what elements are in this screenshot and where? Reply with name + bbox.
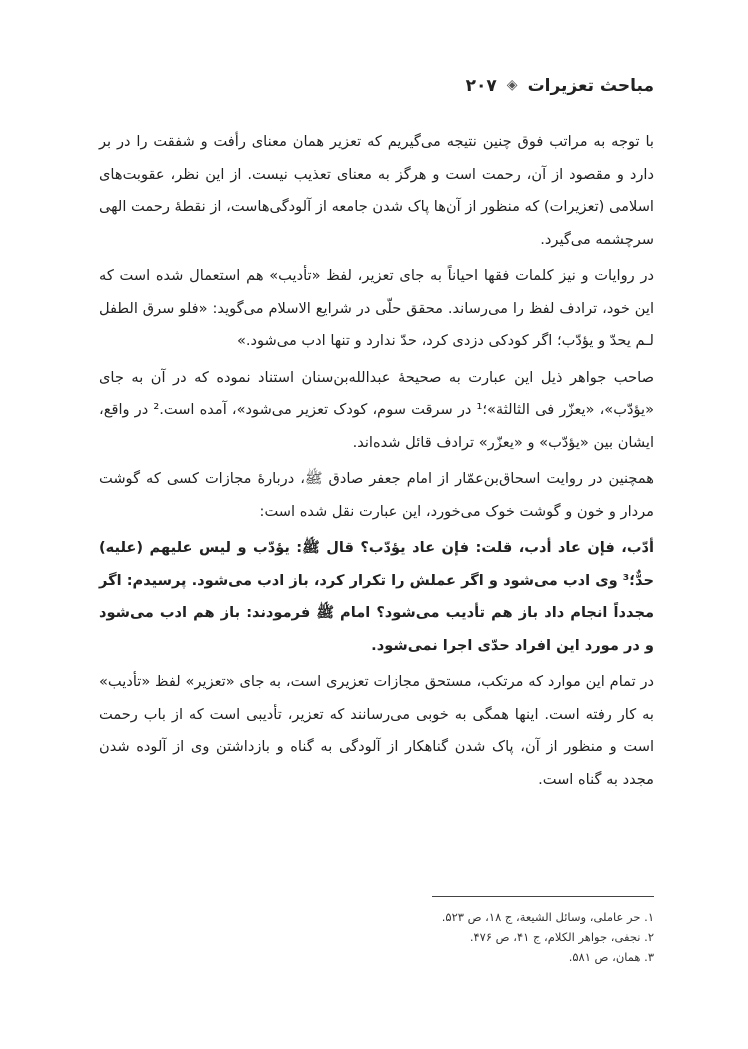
footnotes [94, 907, 654, 967]
running-header [94, 76, 654, 96]
footnote-1: ۱. حر عاملی، وسائل الشیعة، ج ۱۸، ص ۵۲۳. [441, 910, 654, 924]
footnote-divider [432, 896, 654, 897]
paragraph-2: در روایات و نیز کلمات فقها احیاناً به جای تعزیر، لفظ «تأدیب» هم استعمال شده است که این خود، ترادف لفظ را می‌رساند. محقق حلّی در شرایع الاسلام می‌گوید: «فلو سرق الطفل لـم یحدّ و یؤدّب؛ اگر کودکی دزدی کرد، حدّ ندارد و تنها ادب می‌شود.» [99, 267, 654, 349]
closing-paragraph: در تمام این موارد که مرتکب، مستحق مجازات تعزیری است، به جای «تعزیر» لفظ «تأدیب» به کار رفته است. اینها همگی به خوبی می‌رسانند که تعزیر، تأدیبی است که از باب رحمت است و منظور از آن، پاک شدن گناهکار از آلودگی به گناه و بازداشتن وی از آلوده شدن مجدد به گناه است. [99, 673, 654, 788]
main-text [99, 126, 654, 796]
hadith-quote: أدّب، فإن عاد أدب، قلت: فإن عاد یؤدّب؟ قال ﷺ: یؤدّب و لیس علیهم (علیه) حدٌّ؛³ وی ادب می‌شود و اگر عملش را تکرار کرد، باز ادب می‌شود. پرسیدم: اگر مجدداً انجام داد باز هم تأدیب می‌شود؟ امام ﷺ فرمودند: باز هم ادب می‌شود و در مورد این افراد حدّی اجرا نمی‌شود. [99, 539, 654, 654]
page-number: ۲۰۷ [465, 76, 497, 96]
chapter-title: مباحث تعزیرات [527, 76, 654, 96]
footnote-2: ۲. نجفی، جواهر الکلام، ج ۴۱، ص ۴۷۶. [469, 930, 654, 944]
paragraph-3: صاحب جواهر ذیل این عبارت به صحیحهٔ عبدالله‌بن‌سنان استناد نموده که در آن به جای «یؤدّب»، «یعزّر فی الثالثة»؛¹ در سرقت سوم، کودک تعزیر می‌شود»، آمده است.² در واقع، ایشان بین «یؤدّب» و «یعزّر» ترادف قائل شده‌اند. [99, 368, 655, 451]
footnote-3: ۳. همان، ص ۵۸۱. [568, 950, 654, 964]
diamond-ornament-icon: ◈ [506, 77, 518, 93]
paragraph-4: همچنین در روایت اسحاق‌بن‌عمّار از امام جعفر صادق ﷺ، دربارهٔ مجازات کسی که گوشت مردار و خون و گوشت خوک می‌خورد، این عبارت نقل شده است: [99, 470, 654, 520]
paragraph-1: با توجه به مراتب فوق چنین نتیجه می‌گیریم که تعزیر همان معنای رأفت و شفقت را در بر دارد و مقصود از آن، رحمت است و هرگز به معنای تعذیب نیست. از این نظر، عقوبت‌های اسلامی (تعزیرات) که منظور از آن‌ها پاک شدن جامعه از آلودگی‌هاست، از نقطهٔ رحمت الهی سرچشمه می‌گیرد. [99, 133, 654, 248]
